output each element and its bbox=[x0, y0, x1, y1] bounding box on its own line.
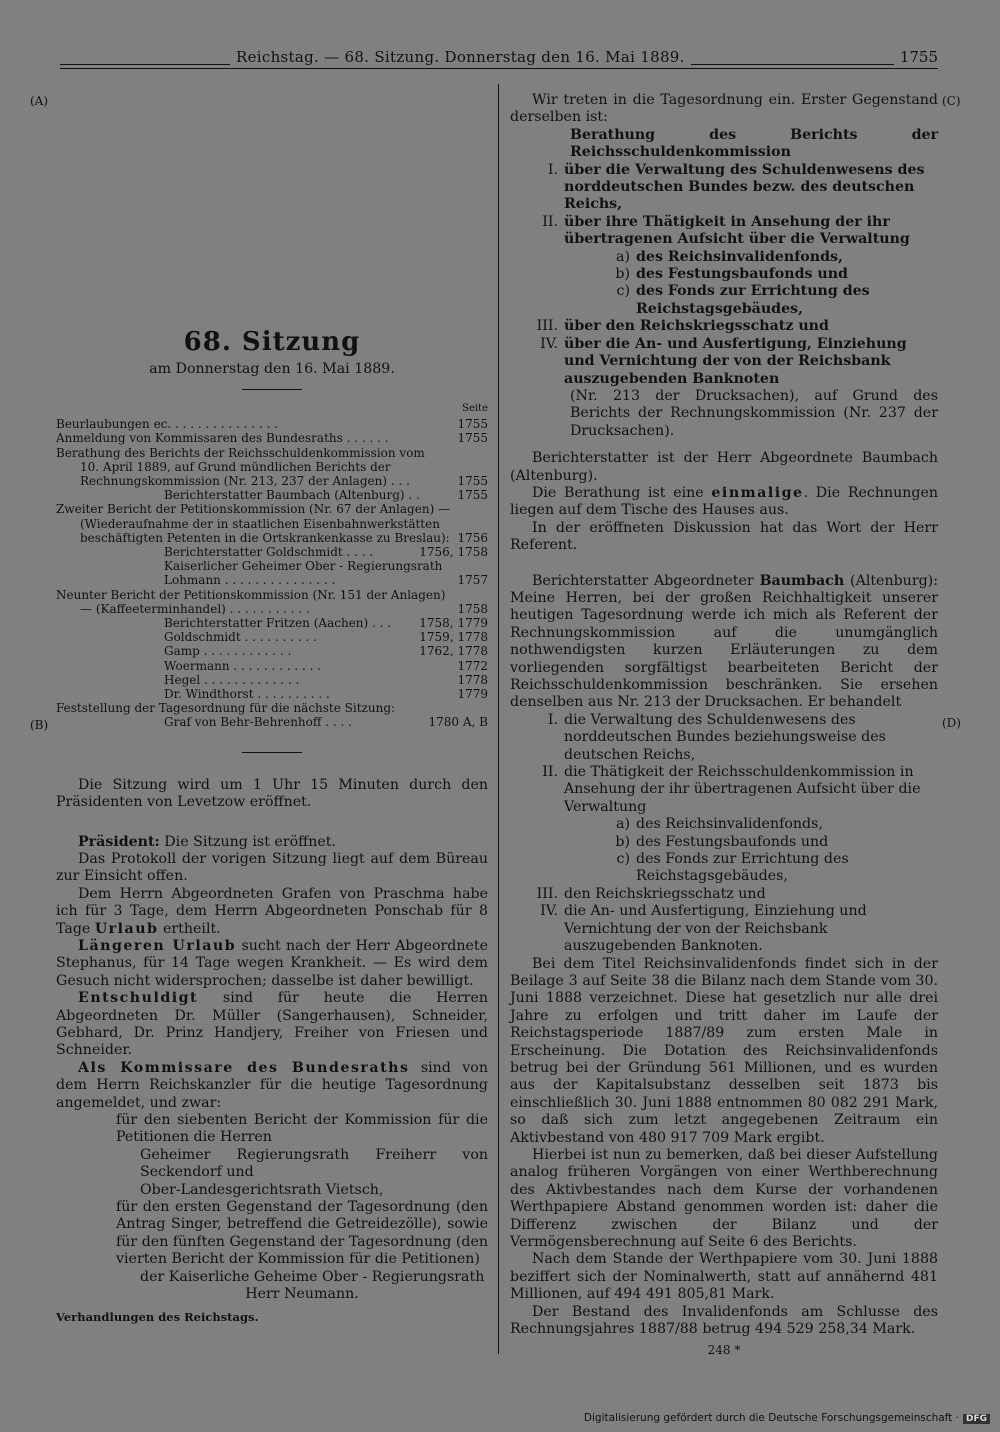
toc-entry-title: — (Kaffeeterminhandel) . . . . . . . . . . . bbox=[80, 601, 310, 616]
list-item bbox=[510, 903, 938, 955]
agenda-items bbox=[510, 162, 938, 249]
paragraph bbox=[56, 1060, 488, 1112]
list-item-label: IV. bbox=[540, 335, 558, 352]
agenda-subitems bbox=[510, 249, 938, 319]
list-item-label: c) bbox=[616, 851, 630, 868]
president-label: Präsident: bbox=[78, 833, 160, 850]
margin-marker-c: (C) bbox=[942, 94, 961, 108]
text: ertheilt. bbox=[158, 920, 221, 937]
toc-entry-page: 1772 bbox=[457, 658, 488, 673]
header-rule bbox=[60, 68, 938, 69]
toc-entry-page bbox=[484, 446, 488, 460]
toc-entry bbox=[56, 673, 488, 687]
table-of-contents bbox=[56, 417, 488, 729]
list-item bbox=[510, 214, 938, 249]
paragraph: Nach dem Stande der Werthpapiere vom 30. Juni 1888 beziffert sich der Nominalwerth, statt auf annähernd 481 Millionen, auf 494 491 805,81 Mark. bbox=[510, 1251, 938, 1303]
toc-entry-page bbox=[484, 588, 488, 602]
paragraph: Geheimer Regierungsrath Freiherr von Seckendorf und bbox=[140, 1146, 488, 1181]
toc-entry-title: Berichterstatter Fritzen (Aachen) . . . bbox=[164, 616, 392, 631]
toc-entry-title: Hegel . . . . . . . . . . . . . bbox=[164, 672, 300, 687]
list-item bbox=[510, 318, 938, 335]
paragraph: für den siebenten Bericht der Kommission für die Petitionen die Herren bbox=[116, 1112, 488, 1146]
margin-marker-a: (A) bbox=[30, 94, 49, 108]
list-item-label: IV. bbox=[540, 903, 558, 920]
column-divider bbox=[498, 84, 499, 1354]
toc-entry-page bbox=[484, 701, 488, 715]
list-item-label: III. bbox=[536, 318, 558, 335]
list-item-label: b) bbox=[615, 833, 630, 850]
list-item-text: des Festungsbaufonds und bbox=[636, 833, 829, 850]
toc-entry bbox=[56, 588, 488, 602]
list-item-label: I. bbox=[547, 161, 558, 178]
separator bbox=[242, 389, 302, 390]
toc-entry bbox=[56, 417, 488, 431]
list-item-text: über die Verwaltung des Schuldenwesens des norddeutschen Bundes bezw. des deutschen Reichs, bbox=[564, 161, 925, 213]
text: sucht nach der Herr Abgeordnete Stephanus, für 14 Tage wegen Krankheit. — Es wird dem Gesuch nicht widersprochen; dasselbe ist daher bewilligt. bbox=[56, 937, 488, 989]
toc-entry-page: 1755 bbox=[457, 488, 488, 503]
toc-entry bbox=[56, 630, 488, 644]
toc-entry-page: 1762, 1778 bbox=[419, 644, 488, 659]
toc-entry bbox=[56, 616, 488, 630]
session-heading: 68. Sitzung bbox=[183, 327, 361, 357]
paragraph: Herr Neumann. bbox=[245, 1286, 359, 1303]
toc-entry-title: beschäftigten Petenten in die Ortskrankenkasse zu Breslau): bbox=[80, 530, 450, 545]
paragraph: Der Bestand des Invalidenfonds am Schlusse des Rechnungsjahres 1887/88 betrug 494 529 258,34 Mark. bbox=[510, 1303, 938, 1338]
list-item bbox=[510, 764, 938, 816]
toc-entry bbox=[56, 659, 488, 673]
emphasis: einmalige bbox=[711, 484, 804, 501]
toc-entry bbox=[56, 559, 488, 573]
report-items bbox=[510, 886, 938, 956]
toc-entry bbox=[56, 531, 488, 545]
list-item bbox=[510, 162, 938, 214]
digitization-credit bbox=[584, 1412, 990, 1424]
list-item-text: des Fonds zur Errichtung des Reichstagsgebäudes, bbox=[636, 851, 849, 885]
toc-entry-page bbox=[484, 460, 488, 474]
paragraph bbox=[510, 573, 938, 712]
opening-paragraph: Die Sitzung wird um 1 Uhr 15 Minuten durch den Präsidenten von Levetzow eröffnet. bbox=[56, 776, 488, 811]
session-date: am Donnerstag den 16. Mai 1889. bbox=[149, 361, 395, 378]
toc-entry-title: Berichterstatter Baumbach (Altenburg) . . bbox=[164, 488, 420, 503]
toc-entry-page: 1755 bbox=[457, 431, 488, 446]
toc-entry bbox=[56, 460, 488, 474]
credit-text: Digitalisierung gefördert durch die Deutsche Forschungsgemeinschaft · bbox=[583, 1412, 959, 1424]
toc-entry bbox=[56, 446, 488, 460]
list-item-label: a) bbox=[616, 248, 630, 265]
report-subitems bbox=[510, 816, 938, 886]
list-item bbox=[510, 283, 938, 318]
paragraph: In der eröffneten Diskussion hat das Wort der Herr Referent. bbox=[510, 519, 938, 554]
list-item-text: über den Reichskriegsschatz und bbox=[564, 318, 829, 335]
toc-entry-page: 1759, 1778 bbox=[419, 630, 488, 645]
text: Berichterstatter Abgeordneter bbox=[532, 572, 760, 589]
toc-entry-page: 1779 bbox=[457, 687, 488, 702]
text: Dem Herrn Abgeordneten Grafen von Praschma habe ich für 3 Tage, dem Herrn Abgeordneten Ponschab für 8 Tage bbox=[56, 885, 488, 937]
toc-entry-page: 1757 bbox=[457, 573, 488, 588]
list-item bbox=[510, 816, 938, 833]
toc-entry-title: Rechnungskommission (Nr. 213, 237 der Anlagen) . . . bbox=[80, 474, 410, 489]
toc-entry-page: 1756 bbox=[457, 530, 488, 545]
president-text: Die Sitzung ist eröffnet. bbox=[164, 833, 336, 850]
emphasis: Als Kommissare des Bundesraths bbox=[78, 1059, 410, 1076]
agenda-items bbox=[510, 318, 938, 388]
toc-entry-title: Neunter Bericht der Petitionskommission (Nr. 151 der Anlagen) bbox=[56, 587, 446, 602]
toc-entry bbox=[56, 488, 488, 502]
toc-entry-title: 10. April 1889, auf Grund mündlichen Berichts der bbox=[80, 459, 391, 474]
paragraph: Wir treten in die Tagesordnung ein. Erster Gegenstand derselben ist: bbox=[510, 92, 938, 126]
margin-marker-d: (D) bbox=[942, 716, 961, 730]
list-item-text: den Reichskriegsschatz und bbox=[564, 885, 766, 902]
paragraph: Ober-Landesgerichtsrath Vietsch, bbox=[140, 1181, 384, 1198]
toc-entry-title: Beurlaubungen ec. . . . . . . . . . . . . . . bbox=[56, 417, 279, 432]
list-item bbox=[510, 266, 938, 283]
toc-entry bbox=[56, 701, 488, 715]
speaker-name: Baumbach bbox=[759, 572, 845, 589]
paragraph: Bei dem Titel Reichsinvalidenfonds findet sich in der Beilage 3 auf Seite 38 die Bilanz nach dem Stande vom 30. Juni 1888 verzeichnet. Diese hat gesetzlich nur alle drei Jahre zu erfolgen und tritt daher im Laufe der Reichstagsperiode 1887/89 zum ersten Male in Erscheinung. Die Dotation des Reichsinvalidenfonds betrug bei der Gründung 561 Millionen, und es wurden aus der Kapitalsubstanz desselben seit 1873 bis einschließlich 30. Juni 1888 entnommen 80 082 291 Mark, so daß sich zum letzt angegebenen Zeitraum ein Aktivbestand von 480 917 709 Mark ergibt. bbox=[510, 955, 938, 1146]
paragraph: (Nr. 213 der Drucksachen), auf Grund des Berichts der Rechnungskommission (Nr. 237 der Drucksachen). bbox=[570, 387, 938, 439]
paragraph: Das Protokoll der vorigen Sitzung liegt auf dem Büreau zur Einsicht offen. bbox=[56, 850, 488, 885]
toc-seite-label: Seite bbox=[462, 402, 488, 414]
toc-entry-page: 1780 A, B bbox=[428, 715, 488, 730]
margin-marker-b: (B) bbox=[30, 718, 49, 732]
toc-entry-page: 1758, 1779 bbox=[419, 616, 488, 631]
toc-entry-title: Berathung des Berichts der Reichsschuldenkommission vom bbox=[56, 445, 425, 460]
paragraph: für den ersten Gegenstand der Tagesordnung (den Antrag Singer, betreffend die Getreidezölle), sowie für den fünften Gegenstand der Tagesordnung (den vierten Bericht der Kommission für die Petitionen) bbox=[116, 1199, 488, 1268]
emphasis: Urlaub bbox=[94, 920, 159, 937]
list-item-label: II. bbox=[542, 213, 558, 230]
list-item-text: über ihre Thätigkeit in Ansehung der ihr übertragenen Aufsicht über die Verwaltung bbox=[564, 213, 910, 248]
list-item bbox=[510, 886, 938, 903]
page-footer: Verhandlungen des Reichstags. bbox=[56, 1310, 259, 1325]
list-item-text: des Reichsinvalidenfonds, bbox=[636, 816, 823, 833]
list-item-text: die An- und Ausfertigung, Einziehung und Vernichtung der von der Reichsbank auszugebenden Banknoten. bbox=[564, 903, 867, 955]
toc-entry-page: 1778 bbox=[457, 672, 488, 687]
agenda-title: Berathung des Berichts der Reichsschuldenkommission bbox=[570, 126, 938, 161]
toc-entry-title: Goldschmidt . . . . . . . . . . bbox=[164, 630, 317, 645]
toc-entry bbox=[56, 474, 488, 488]
left-column bbox=[56, 327, 488, 1327]
toc-entry bbox=[56, 602, 488, 616]
list-item-text: die Thätigkeit der Reichsschuldenkommission in Ansehung der ihr übertragenen Aufsicht über die Verwaltung bbox=[564, 764, 921, 815]
list-item-text: des Festungsbaufonds und bbox=[636, 266, 848, 283]
paragraph bbox=[56, 886, 488, 938]
printer-signature: 248 * bbox=[707, 1343, 741, 1358]
list-item bbox=[510, 712, 938, 764]
toc-entry bbox=[56, 573, 488, 587]
list-item-label: a) bbox=[616, 816, 630, 833]
page-number: 1755 bbox=[894, 48, 938, 66]
president-paragraph bbox=[56, 834, 488, 851]
toc-entry-page: 1756, 1758 bbox=[419, 545, 488, 560]
list-item-label: II. bbox=[542, 764, 558, 781]
list-item-text: des Reichsinvalidenfonds, bbox=[636, 248, 843, 265]
emphasis: Entschuldigt bbox=[78, 990, 199, 1007]
paragraph: der Kaiserliche Geheime Ober - Regierungsrath bbox=[140, 1268, 485, 1285]
list-item-text: die Verwaltung des Schuldenwesens des norddeutschen Bundes beziehungsweise des deutschen Reichs, bbox=[564, 711, 886, 763]
toc-entry-page: 1758 bbox=[457, 601, 488, 616]
text: Die Berathung ist eine bbox=[532, 484, 712, 501]
toc-entry bbox=[56, 431, 488, 445]
right-column bbox=[510, 92, 938, 1360]
toc-entry bbox=[56, 545, 488, 559]
toc-entry-title: Feststellung der Tagesordnung für die nächste Sitzung: bbox=[56, 701, 396, 716]
text: . Die Rechnungen liegen auf dem Tische des Hauses aus. bbox=[510, 484, 939, 519]
paragraph bbox=[510, 485, 938, 520]
paragraph bbox=[56, 990, 488, 1060]
dfg-logo: DFG bbox=[963, 1414, 990, 1424]
emphasis: Längeren Urlaub bbox=[78, 937, 237, 954]
toc-entry-page: 1755 bbox=[457, 417, 488, 432]
text: (Altenburg): Meine Herren, bei der großen Reichhaltigkeit unserer heutigen Tagesordnung werde ich mich als Referent der Rechnungskommission auf die unumgänglich nothwendigsten kurzen Erläuterungen zu dem vorliegenden sorgfältigst bearbeiteten Bericht der Reichsschuldenkommission beschränken. Sie ersehen denselben aus Nr. 213 der Drucksachen. Er behandelt bbox=[510, 572, 938, 711]
list-item bbox=[510, 834, 938, 851]
paragraph: Hierbei ist nun zu bemerken, daß bei dieser Aufstellung analog früheren Vorgängen von einer Werthberechnung des Aktivbestandes nach dem Kurse der vorhandenen Werthpapiere Abstand genommen worden ist: daher die Differenz zwischen der Bilanz und der Vermögensberechnung auf Seite 6 des Berichts. bbox=[510, 1146, 938, 1250]
toc-entry-title: Zweiter Bericht der Petitionskommission (Nr. 67 der Anlagen) — bbox=[56, 502, 451, 517]
toc-entry-title: Gamp . . . . . . . . . . . . bbox=[164, 644, 292, 659]
toc-entry-title: (Wiederaufnahme der in staatlichen Eisenbahnwerkstätten bbox=[80, 516, 440, 531]
toc-entry-title: Anmeldung von Kommissaren des Bundesraths . . . . . . bbox=[56, 431, 389, 446]
toc-entry-title: Woermann . . . . . . . . . . . . bbox=[164, 658, 322, 673]
toc-entry-title: Kaiserlicher Geheimer Ober - Regierungsrath bbox=[164, 559, 443, 574]
toc-entry-page bbox=[484, 502, 488, 516]
toc-entry bbox=[56, 715, 488, 729]
list-item-text: des Fonds zur Errichtung des Reichstagsgebäudes, bbox=[636, 283, 870, 317]
toc-entry-page bbox=[484, 517, 488, 531]
toc-entry bbox=[56, 644, 488, 658]
list-item bbox=[510, 249, 938, 266]
toc-entry-title: Dr. Windthorst . . . . . . . . . . bbox=[164, 687, 330, 702]
list-item-label: b) bbox=[615, 266, 630, 283]
list-item-text: über die An- und Ausfertigung, Einziehung und Vernichtung der von der Reichsbank auszugebenden Banknoten bbox=[564, 335, 907, 387]
toc-entry bbox=[56, 502, 488, 516]
report-items bbox=[510, 712, 938, 816]
toc-entry-page: 1755 bbox=[457, 474, 488, 489]
paragraph bbox=[56, 938, 488, 990]
paragraph: Berichterstatter ist der Herr Abgeordnete Baumbach (Altenburg). bbox=[510, 450, 938, 484]
list-item-label: III. bbox=[536, 885, 558, 902]
toc-entry bbox=[56, 687, 488, 701]
list-item bbox=[510, 851, 938, 886]
list-item-label: I. bbox=[547, 711, 558, 728]
text: sind für heute die Herren Abgeordneten Dr. Müller (Sangerhausen), Schneider, Gebhard, Dr. Prinz Handjery, Freiher von Friesen und Schneider. bbox=[56, 990, 488, 1059]
header-title: Reichstag. — 68. Sitzung. Donnerstag den 16. Mai 1889. bbox=[230, 48, 691, 66]
list-item-label: c) bbox=[616, 283, 630, 300]
running-header bbox=[60, 48, 938, 70]
toc-entry-page bbox=[484, 559, 488, 573]
toc-entry-title: Graf von Behr-Behrenhoff . . . . bbox=[164, 715, 352, 730]
toc-entry-title: Berichterstatter Goldschmidt . . . . bbox=[164, 545, 374, 560]
separator bbox=[242, 752, 302, 753]
toc-entry bbox=[56, 517, 488, 531]
toc-entry-title: Lohmann . . . . . . . . . . . . . . . bbox=[164, 573, 336, 588]
list-item bbox=[510, 336, 938, 388]
text: sind von dem Herrn Reichskanzler für die heutige Tagesordnung angemeldet, und zwar: bbox=[56, 1059, 488, 1111]
